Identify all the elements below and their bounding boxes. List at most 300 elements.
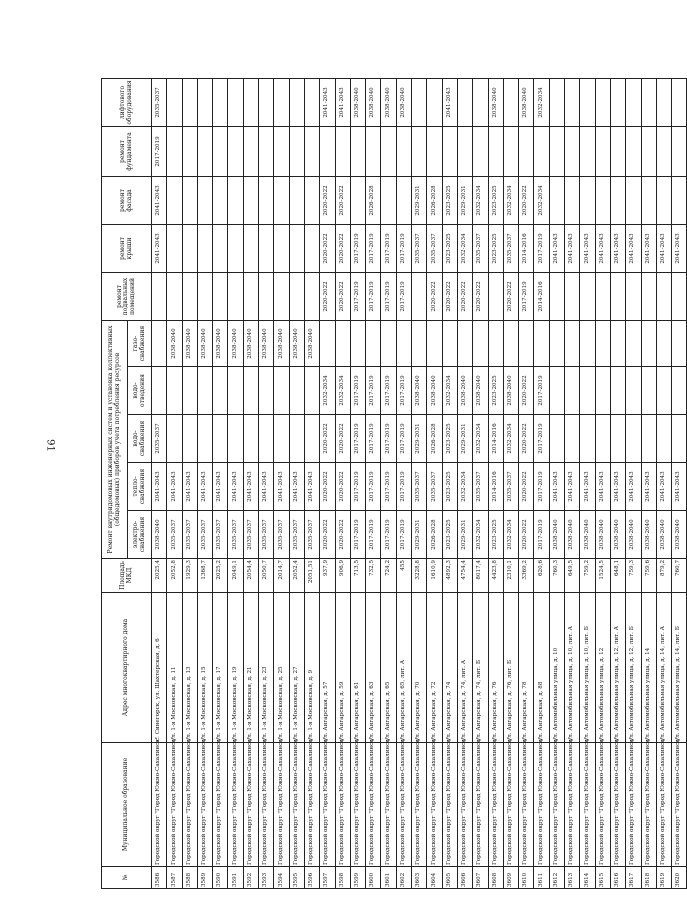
- cell-facade-repair: [213, 176, 228, 224]
- cell-municipality: Городской округ "Город Южно-Сахалинск": [366, 743, 381, 867]
- cell-area: 2025,4: [152, 559, 167, 593]
- cell-address: ул. Ангарская, д. 78: [519, 593, 534, 743]
- cell-foundation-repair: [610, 126, 625, 176]
- cell-facade-repair: [274, 176, 289, 224]
- cell-water-supply: [595, 415, 610, 463]
- cell-electro-supply: 2026-2028: [427, 511, 442, 559]
- cell-foundation-repair: [381, 126, 396, 176]
- cell-address: ул. Ангарская, д. 59: [335, 593, 350, 743]
- cell-municipality: Городской округ "Город Южно-Сахалинск": [381, 743, 396, 867]
- cell-facade-repair: [580, 176, 595, 224]
- cell-address: ул. 1-я Московская, д. 17: [213, 593, 228, 743]
- cell-roof-repair: 2017-2019: [396, 224, 411, 272]
- table-row: [672, 78, 687, 888]
- cell-gas-supply: 2038-2040: [167, 320, 182, 366]
- cell-facade-repair: [289, 176, 304, 224]
- cell-heat-supply: 2041-2043: [641, 463, 656, 511]
- cell-electro-supply: 2035-2037: [243, 511, 258, 559]
- cell-roof-repair: [243, 224, 258, 272]
- cell-municipality: Городской округ "Город Южно-Сахалинск": [213, 743, 228, 867]
- cell-elevator-equipment: [274, 78, 289, 126]
- cell-row-number: 3600: [366, 867, 381, 889]
- cell-drainage: [182, 367, 197, 415]
- cell-row-number: 3599: [350, 867, 365, 889]
- cell-heat-supply: 2041-2043: [656, 463, 671, 511]
- cell-electro-supply: 2035-2037: [197, 511, 212, 559]
- cell-elevator-equipment: [228, 78, 243, 126]
- cell-drainage: [672, 367, 687, 415]
- cell-electro-supply: 2038-2040: [672, 511, 687, 559]
- cell-roof-repair: [213, 224, 228, 272]
- table-row: [534, 78, 549, 888]
- cell-row-number: 3611: [534, 867, 549, 889]
- cell-row-number: 3606: [457, 867, 472, 889]
- cell-elevator-equipment: [595, 78, 610, 126]
- table-row: [473, 78, 488, 888]
- header-facade: ремонт фасада: [102, 176, 152, 224]
- cell-electro-supply: 2032-2034: [473, 511, 488, 559]
- cell-elevator-equipment: [672, 78, 687, 126]
- header-water: водо-снабжения: [128, 415, 152, 463]
- cell-basement-repair: [304, 272, 319, 320]
- cell-row-number: 3587: [167, 867, 182, 889]
- cell-municipality: Городской округ "Город Южно-Сахалинск": [228, 743, 243, 867]
- cell-foundation-repair: [565, 126, 580, 176]
- cell-area: 759,3: [626, 559, 641, 593]
- cell-address: с. Синегорск, ул. Шахтерская, д. 6: [152, 593, 167, 743]
- cell-gas-supply: [503, 320, 518, 366]
- header-address: Адрес многоквартирного дома: [102, 593, 152, 743]
- cell-elevator-equipment: 2032-2034: [534, 78, 549, 126]
- header-drain: водо-отведения: [128, 367, 152, 415]
- cell-municipality: Городской округ "Город Южно-Сахалинск": [182, 743, 197, 867]
- cell-gas-supply: 2038-2040: [304, 320, 319, 366]
- cell-municipality: Городской округ "Город Южно-Сахалинск": [610, 743, 625, 867]
- cell-municipality: Городской округ "Город Южно-Сахалинск": [243, 743, 258, 867]
- cell-water-supply: [259, 415, 274, 463]
- cell-roof-repair: 2041-2043: [580, 224, 595, 272]
- cell-area: 760,7: [672, 559, 687, 593]
- cell-row-number: 3616: [610, 867, 625, 889]
- cell-gas-supply: 2038-2040: [197, 320, 212, 366]
- cell-address: ул. 1-я Московская, д. 23: [259, 593, 274, 743]
- cell-gas-supply: [412, 320, 427, 366]
- cell-elevator-equipment: [656, 78, 671, 126]
- cell-roof-repair: 2023-2025: [442, 224, 457, 272]
- header-municipality: Муниципальное образование: [102, 743, 152, 867]
- cell-water-supply: [274, 415, 289, 463]
- table-row: [656, 78, 671, 888]
- table-row: [213, 78, 228, 888]
- cell-municipality: Городской округ "Город Южно-Сахалинск": [656, 743, 671, 867]
- cell-basement-repair: 2014-2016: [534, 272, 549, 320]
- cell-elevator-equipment: 2038-2040: [488, 78, 503, 126]
- cell-facade-repair: [228, 176, 243, 224]
- cell-gas-supply: [549, 320, 564, 366]
- cell-heat-supply: 2032-2034: [457, 463, 472, 511]
- cell-roof-repair: [167, 224, 182, 272]
- header-area: Площадь МКД: [102, 559, 152, 593]
- cell-area: 4892,3: [442, 559, 457, 593]
- cell-gas-supply: [565, 320, 580, 366]
- cell-gas-supply: [396, 320, 411, 366]
- cell-municipality: Городской округ "Город Южно-Сахалинск": [304, 743, 319, 867]
- header-foundation: ремонт фундамента: [102, 126, 152, 176]
- cell-foundation-repair: 2017-2019: [152, 126, 167, 176]
- cell-foundation-repair: [335, 126, 350, 176]
- cell-drainage: 2032-2034: [335, 367, 350, 415]
- cell-foundation-repair: [488, 126, 503, 176]
- cell-municipality: Городской округ "Город Южно-Сахалинск": [152, 743, 167, 867]
- cell-electro-supply: 2017-2019: [534, 511, 549, 559]
- cell-roof-repair: 2014-2016: [519, 224, 534, 272]
- cell-address: ул. Ангарская, д. 65, лит. А: [396, 593, 411, 743]
- cell-facade-repair: [350, 176, 365, 224]
- header-electro: электро-снабжения: [128, 511, 152, 559]
- cell-basement-repair: 2017-2019: [396, 272, 411, 320]
- cell-foundation-repair: [197, 126, 212, 176]
- cell-electro-supply: 2017-2019: [350, 511, 365, 559]
- cell-address: ул. 1-я Московская, д. 9: [304, 593, 319, 743]
- cell-row-number: 3592: [243, 867, 258, 889]
- cell-facade-repair: [641, 176, 656, 224]
- cell-municipality: Городской округ "Город Южно-Сахалинск": [197, 743, 212, 867]
- table-row: [381, 78, 396, 888]
- table-row: [580, 78, 595, 888]
- cell-roof-repair: 2017-2019: [350, 224, 365, 272]
- cell-facade-repair: 2020-2022: [519, 176, 534, 224]
- cell-elevator-equipment: [580, 78, 595, 126]
- cell-row-number: 3596: [304, 867, 319, 889]
- cell-row-number: 3601: [381, 867, 396, 889]
- cell-row-number: 3594: [274, 867, 289, 889]
- cell-drainage: [213, 367, 228, 415]
- cell-foundation-repair: [366, 126, 381, 176]
- cell-area: 8017,4: [473, 559, 488, 593]
- cell-heat-supply: 2041-2043: [626, 463, 641, 511]
- cell-elevator-equipment: [289, 78, 304, 126]
- cell-municipality: Городской округ "Город Южно-Сахалинск": [626, 743, 641, 867]
- cell-municipality: Городской округ "Город Южно-Сахалинск": [473, 743, 488, 867]
- table-row: [565, 78, 580, 888]
- cell-address: ул. Ангарская, д. 76, лит. Б: [503, 593, 518, 743]
- cell-elevator-equipment: [473, 78, 488, 126]
- cell-gas-supply: [457, 320, 472, 366]
- cell-facade-repair: 2041-2043: [152, 176, 167, 224]
- cell-heat-supply: 2020-2022: [320, 463, 335, 511]
- cell-basement-repair: [259, 272, 274, 320]
- cell-address: ул. 1-я Московская, д. 15: [197, 593, 212, 743]
- table-row: [152, 78, 167, 888]
- cell-row-number: 3604: [427, 867, 442, 889]
- cell-gas-supply: [488, 320, 503, 366]
- cell-facade-repair: 2029-2031: [412, 176, 427, 224]
- cell-foundation-repair: [228, 126, 243, 176]
- cell-roof-repair: [228, 224, 243, 272]
- cell-foundation-repair: [396, 126, 411, 176]
- table-row: [610, 78, 625, 888]
- cell-gas-supply: [672, 320, 687, 366]
- cell-address: ул. Ангарская, д. 88: [534, 593, 549, 743]
- cell-basement-repair: [182, 272, 197, 320]
- table-row: [412, 78, 427, 888]
- cell-area: 2049,1: [228, 559, 243, 593]
- cell-water-supply: [672, 415, 687, 463]
- cell-elevator-equipment: 2041-2043: [442, 78, 457, 126]
- cell-area: 732,5: [366, 559, 381, 593]
- cell-drainage: [228, 367, 243, 415]
- cell-roof-repair: 2020-2022: [320, 224, 335, 272]
- cell-foundation-repair: [350, 126, 365, 176]
- cell-electro-supply: 2020-2022: [320, 511, 335, 559]
- cell-gas-supply: [152, 320, 167, 366]
- cell-basement-repair: [412, 272, 427, 320]
- cell-basement-repair: [197, 272, 212, 320]
- table-row: [182, 78, 197, 888]
- cell-drainage: 2017-2019: [396, 367, 411, 415]
- cell-municipality: Городской округ "Город Южно-Сахалинск": [641, 743, 656, 867]
- cell-area: 1929,3: [182, 559, 197, 593]
- cell-drainage: 2038-2040: [412, 367, 427, 415]
- cell-drainage: 2017-2019: [350, 367, 365, 415]
- cell-address: ул. Ангарская, д. 57: [320, 593, 335, 743]
- cell-electro-supply: 2029-2031: [412, 511, 427, 559]
- cell-roof-repair: 2041-2043: [672, 224, 687, 272]
- cell-drainage: [549, 367, 564, 415]
- cell-gas-supply: 2038-2040: [182, 320, 197, 366]
- cell-elevator-equipment: 2035-2037: [152, 78, 167, 126]
- cell-basement-repair: [565, 272, 580, 320]
- cell-roof-repair: 2041-2043: [656, 224, 671, 272]
- cell-municipality: Городской округ "Город Южно-Сахалинск": [274, 743, 289, 867]
- cell-gas-supply: 2038-2040: [243, 320, 258, 366]
- cell-drainage: [626, 367, 641, 415]
- cell-water-supply: [213, 415, 228, 463]
- cell-facade-repair: 2026-2028: [427, 176, 442, 224]
- cell-roof-repair: 2020-2022: [335, 224, 350, 272]
- cell-roof-repair: 2041-2043: [565, 224, 580, 272]
- cell-basement-repair: [488, 272, 503, 320]
- cell-electro-supply: 2020-2022: [519, 511, 534, 559]
- cell-electro-supply: 2035-2037: [167, 511, 182, 559]
- cell-facade-repair: [197, 176, 212, 224]
- cell-roof-repair: 2035-2037: [503, 224, 518, 272]
- cell-address: ул. Автомобильная улица, д. 14, лит. А: [656, 593, 671, 743]
- cell-roof-repair: 2041-2043: [152, 224, 167, 272]
- cell-basement-repair: 2017-2019: [381, 272, 396, 320]
- cell-municipality: Городской округ "Город Южно-Сахалинск": [396, 743, 411, 867]
- cell-row-number: 3590: [213, 867, 228, 889]
- cell-address: ул. Ангарская, д. 76: [488, 593, 503, 743]
- cell-foundation-repair: [427, 126, 442, 176]
- cell-basement-repair: 2020-2022: [442, 272, 457, 320]
- table-row: [304, 78, 319, 888]
- cell-electro-supply: 2035-2037: [182, 511, 197, 559]
- cell-electro-supply: 2038-2040: [610, 511, 625, 559]
- cell-drainage: [641, 367, 656, 415]
- cell-heat-supply: 2041-2043: [565, 463, 580, 511]
- cell-facade-repair: 2020-2022: [335, 176, 350, 224]
- cell-elevator-equipment: [457, 78, 472, 126]
- cell-electro-supply: 2035-2037: [228, 511, 243, 559]
- cell-foundation-repair: [289, 126, 304, 176]
- cell-municipality: Городской округ "Город Южно-Сахалинск": [412, 743, 427, 867]
- cell-elevator-equipment: 2041-2043: [335, 78, 350, 126]
- cell-foundation-repair: [626, 126, 641, 176]
- cell-basement-repair: [610, 272, 625, 320]
- cell-area: 2014,7: [274, 559, 289, 593]
- cell-area: 649,5: [565, 559, 580, 593]
- cell-foundation-repair: [304, 126, 319, 176]
- cell-elevator-equipment: [213, 78, 228, 126]
- cell-row-number: 3586: [152, 867, 167, 889]
- cell-row-number: 3605: [442, 867, 457, 889]
- table-row: [259, 78, 274, 888]
- table-row: [626, 78, 641, 888]
- cell-municipality: Городской округ "Город Южно-Сахалинск": [167, 743, 182, 867]
- cell-water-supply: [228, 415, 243, 463]
- cell-water-supply: [656, 415, 671, 463]
- cell-elevator-equipment: [197, 78, 212, 126]
- cell-basement-repair: [656, 272, 671, 320]
- table-row: [366, 78, 381, 888]
- cell-heat-supply: 2017-2019: [350, 463, 365, 511]
- cell-row-number: 3620: [672, 867, 687, 889]
- cell-electro-supply: 2035-2037: [304, 511, 319, 559]
- header-gas: газо-снабжения: [128, 320, 152, 366]
- cell-foundation-repair: [320, 126, 335, 176]
- cell-gas-supply: [626, 320, 641, 366]
- cell-drainage: [610, 367, 625, 415]
- cell-elevator-equipment: [412, 78, 427, 126]
- cell-basement-repair: [274, 272, 289, 320]
- cell-foundation-repair: [274, 126, 289, 176]
- cell-drainage: [580, 367, 595, 415]
- cell-foundation-repair: [656, 126, 671, 176]
- cell-area: 2025,2: [213, 559, 228, 593]
- cell-basement-repair: 2017-2019: [350, 272, 365, 320]
- cell-area: 4754,4: [457, 559, 472, 593]
- table-row: [427, 78, 442, 888]
- cell-basement-repair: [580, 272, 595, 320]
- cell-facade-repair: [167, 176, 182, 224]
- cell-municipality: Городской округ "Город Южно-Сахалинск": [320, 743, 335, 867]
- cell-gas-supply: [473, 320, 488, 366]
- cell-gas-supply: [350, 320, 365, 366]
- cell-water-supply: 2017-2019: [350, 415, 365, 463]
- cell-gas-supply: [656, 320, 671, 366]
- cell-drainage: [289, 367, 304, 415]
- cell-elevator-equipment: [427, 78, 442, 126]
- cell-gas-supply: 2038-2040: [228, 320, 243, 366]
- cell-electro-supply: 2017-2019: [396, 511, 411, 559]
- cell-heat-supply: 2035-2037: [503, 463, 518, 511]
- cell-elevator-equipment: 2038-2040: [366, 78, 381, 126]
- cell-roof-repair: 2035-2037: [473, 224, 488, 272]
- cell-elevator-equipment: 2038-2040: [350, 78, 365, 126]
- cell-drainage: 2017-2019: [534, 367, 549, 415]
- cell-elevator-equipment: [549, 78, 564, 126]
- cell-roof-repair: 2032-2034: [457, 224, 472, 272]
- cell-row-number: 3618: [641, 867, 656, 889]
- cell-drainage: 2032-2034: [442, 367, 457, 415]
- cell-row-number: 3613: [565, 867, 580, 889]
- cell-facade-repair: 2032-2034: [534, 176, 549, 224]
- cell-drainage: [274, 367, 289, 415]
- cell-heat-supply: 2017-2019: [396, 463, 411, 511]
- cell-address: ул. Ангарская, д. 72: [427, 593, 442, 743]
- cell-row-number: 3615: [595, 867, 610, 889]
- cell-elevator-equipment: 2038-2040: [519, 78, 534, 126]
- cell-facade-repair: 2032-2034: [503, 176, 518, 224]
- cell-area: 2052,4: [289, 559, 304, 593]
- cell-drainage: [304, 367, 319, 415]
- cell-water-supply: 2032-2034: [473, 415, 488, 463]
- header-roof: ремонт крыши: [102, 224, 152, 272]
- cell-water-supply: 2020-2022: [335, 415, 350, 463]
- cell-roof-repair: [304, 224, 319, 272]
- cell-heat-supply: 2017-2019: [366, 463, 381, 511]
- cell-heat-supply: 2041-2043: [152, 463, 167, 511]
- cell-roof-repair: 2017-2019: [381, 224, 396, 272]
- table-row: [457, 78, 472, 888]
- cell-address: ул. Ангарская, д. 63: [366, 593, 381, 743]
- cell-drainage: [595, 367, 610, 415]
- cell-drainage: 2020-2022: [519, 367, 534, 415]
- cell-water-supply: [641, 415, 656, 463]
- cell-area: 759,2: [580, 559, 595, 593]
- table-row: [320, 78, 335, 888]
- cell-facade-repair: 2023-2025: [488, 176, 503, 224]
- cell-heat-supply: 2041-2043: [595, 463, 610, 511]
- header-heat: тепло-снабжения: [128, 463, 152, 511]
- cell-row-number: 3609: [503, 867, 518, 889]
- cell-basement-repair: [289, 272, 304, 320]
- cell-elevator-equipment: [167, 78, 182, 126]
- cell-water-supply: 2029-2031: [457, 415, 472, 463]
- cell-address: ул. 1-я Московская, д. 19: [228, 593, 243, 743]
- cell-area: 2310,1: [503, 559, 518, 593]
- cell-municipality: Городской округ "Город Южно-Сахалинск": [335, 743, 350, 867]
- cell-water-supply: [182, 415, 197, 463]
- cell-municipality: Городской округ "Город Южно-Сахалинск": [595, 743, 610, 867]
- cell-area: 760,3: [549, 559, 564, 593]
- cell-heat-supply: 2041-2043: [304, 463, 319, 511]
- table-row: [167, 78, 182, 888]
- cell-area: 759,6: [641, 559, 656, 593]
- cell-address: ул. Автомобильная улица, д. 10: [549, 593, 564, 743]
- cell-row-number: 3602: [396, 867, 411, 889]
- cell-water-supply: [626, 415, 641, 463]
- cell-address: ул. 1-я Московская, д. 27: [289, 593, 304, 743]
- cell-foundation-repair: [442, 126, 457, 176]
- table-row: [595, 78, 610, 888]
- table-row: [228, 78, 243, 888]
- cell-gas-supply: [320, 320, 335, 366]
- cell-drainage: 2038-2040: [503, 367, 518, 415]
- cell-roof-repair: [274, 224, 289, 272]
- cell-address: ул. 1-я Московская, д. 11: [167, 593, 182, 743]
- cell-foundation-repair: [182, 126, 197, 176]
- cell-municipality: Городской округ "Город Южно-Сахалинск": [565, 743, 580, 867]
- cell-row-number: 3591: [228, 867, 243, 889]
- cell-water-supply: 2020-2022: [320, 415, 335, 463]
- cell-roof-repair: 2035-2037: [427, 224, 442, 272]
- cell-roof-repair: 2041-2043: [626, 224, 641, 272]
- cell-electro-supply: 2038-2040: [565, 511, 580, 559]
- cell-heat-supply: 2041-2043: [228, 463, 243, 511]
- cell-water-supply: [580, 415, 595, 463]
